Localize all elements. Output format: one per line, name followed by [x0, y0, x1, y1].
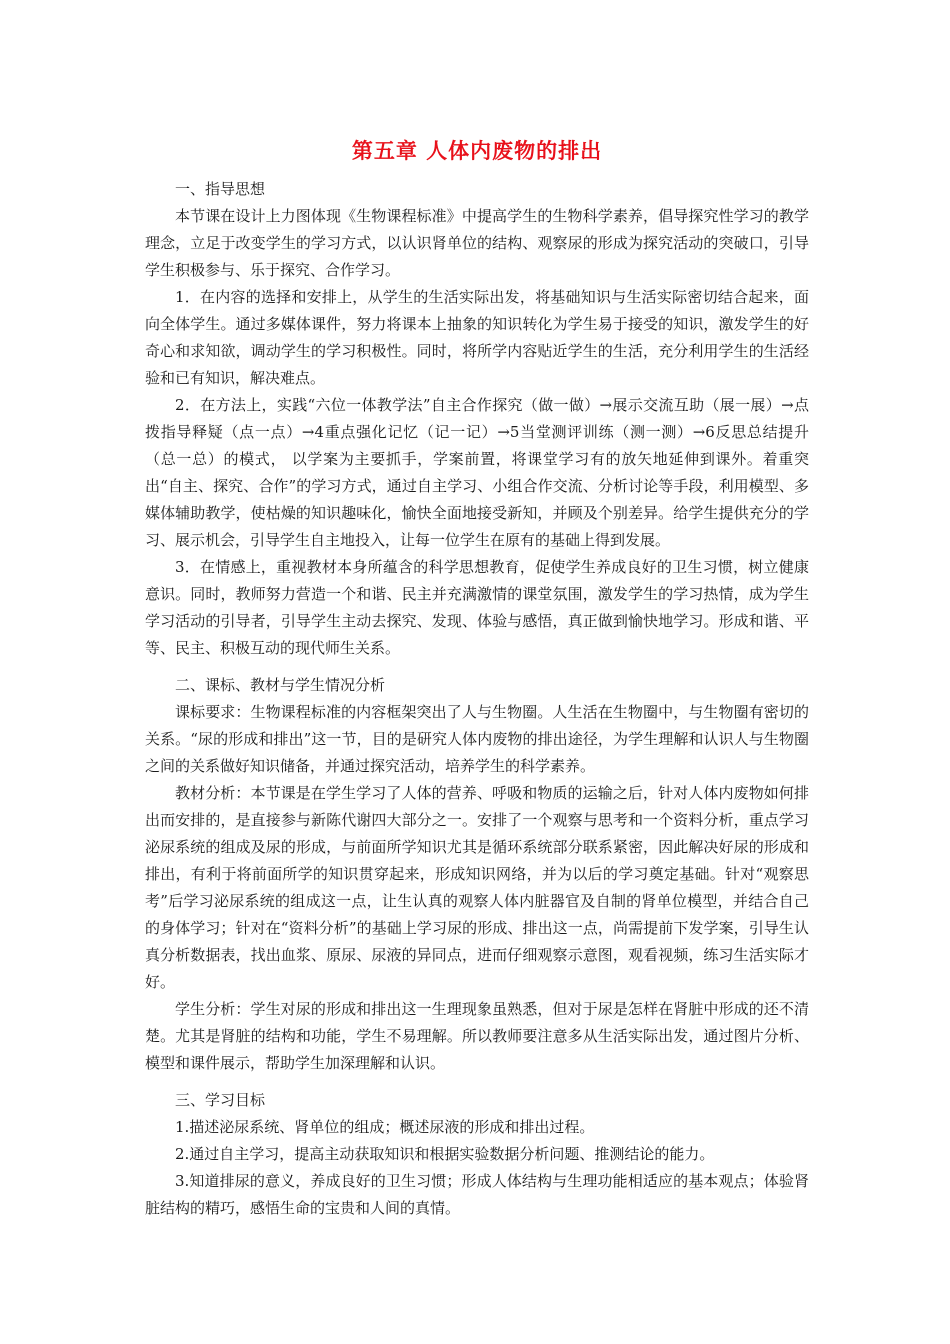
section-heading: 一、指导思想: [175, 180, 266, 198]
paragraph: 3．在情感上，重视教材本身所蕴含的科学思想教育，促使学生养成良好的卫生习惯，树立健康意识。同时，教师努力营造一个和谐、民主并充满激情的课堂氛围，激发学生的学习热情，成为学生学习活动的引导者，引导学生主动去探究、发现、体验与感悟，真正做到愉快地学习。形成和谐、平等、民主、积极互动的现代师生关系。: [145, 558, 809, 657]
section-gap: [145, 662, 809, 672]
document-page: [145, 136, 809, 1222]
paragraph: 2．在方法上，实践“六位一体教学法”自主合作探究（做一做）→展示交流互助（展一展）→点拨指导释疑（点一点）→4重点强化记忆（记一记）→5当堂测评训练（测一测）→6反思总结提升（总一总）的模式， 以学案为主要抓手，学案前置，将课堂学习有的放矢地延伸到课外。着重突出“自主、探究、合作”的学习方式，通过自主学习、小组合作交流、分析讨论等手段，利用模型、多媒体辅助教学，使枯燥的知识趣味化，愉快全面地接受新知，并顾及个别差异。给学生提供充分的学习、展示机会，引导学生自主地投入，让每一位学生在原有的基础上得到发展。: [145, 396, 809, 549]
paragraph: 3.知道排尿的意义，养成良好的卫生习惯；形成人体结构与生理功能相适应的基本观点；体验肾脏结构的精巧，感悟生命的宝贵和人间的真情。: [145, 1172, 809, 1217]
paragraph: 1.描述泌尿系统、肾单位的组成；概述尿液的形成和排出过程。: [175, 1118, 595, 1136]
section-gap: [145, 1077, 809, 1087]
paragraph: 教材分析：本节课是在学生学习了人体的营养、呼吸和物质的运输之后，针对人体内废物如何排出而安排的，是直接参与新陈代谢四大部分之一。安排了一个观察与思考和一个资料分析，重点学习泌尿系统的组成及尿的形成，与前面所学知识尤其是循环系统部分联系紧密，因此解决好尿的形成和排出，有利于将前面所学的知识贯穿起来，形成知识网络，并为以后的学习奠定基础。针对“观察思考”后学习泌尿系统的组成这一点，让生认真的观察人体内脏器官及自制的肾单位模型，并结合自己的身体学习；针对在“资料分析”的基础上学习尿的形成、排出这一点，尚需提前下发学案，引导生认真分析数据表，找出血浆、原尿、尿液的异同点，进而仔细观察示意图，观看视频，练习生活实际才好。: [145, 784, 809, 991]
paragraph: 学生分析：学生对尿的形成和排出这一生理现象虽熟悉，但对于尿是怎样在肾脏中形成的还不清楚。尤其是肾脏的结构和功能，学生不易理解。所以教师要注意多从生活实际出发，通过图片分析、模型和课件展示，帮助学生加深理解和认识。: [145, 1000, 809, 1072]
section-analysis: [145, 672, 809, 1077]
paragraph: 课标要求：生物课程标准的内容框架突出了人与生物圈。人生活在生物圈中，与生物圈有密切的关系。“尿的形成和排出”这一节，目的是研究人体内废物的排出途径，为学生理解和认识人与生物圈之间的关系做好知识储备，并通过探究活动，培养学生的科学素养。: [145, 703, 809, 775]
section-heading: 二、课标、教材与学生情况分析: [175, 676, 386, 694]
section-heading: 三、学习目标: [175, 1091, 266, 1109]
paragraph: 1．在内容的选择和安排上，从学生的生活实际出发，将基础知识与生活实际密切结合起来，面向全体学生。通过多媒体课件，努力将课本上抽象的知识转化为学生易于接受的知识，激发学生的好奇心和求知欲，调动学生的学习积极性。同时，将所学内容贴近学生的生活，充分利用学生的生活经验和已有知识，解决难点。: [145, 288, 809, 387]
section-learning-goals: [145, 1087, 809, 1222]
paragraph: 本节课在设计上力图体现《生物课程标准》中提高学生的生物科学素养，倡导探究性学习的教学理念，立足于改变学生的学习方式，以认识肾单位的结构、观察尿的形成为探究活动的突破口，引导学生积极参与、乐于探究、合作学习。: [145, 207, 809, 279]
section-guiding-ideas: [145, 176, 809, 662]
paragraph: 2.通过自主学习，提高主动获取知识和根据实验数据分析问题、推测结论的能力。: [175, 1145, 715, 1163]
document-title: 第五章 人体内废物的排出: [351, 138, 603, 163]
